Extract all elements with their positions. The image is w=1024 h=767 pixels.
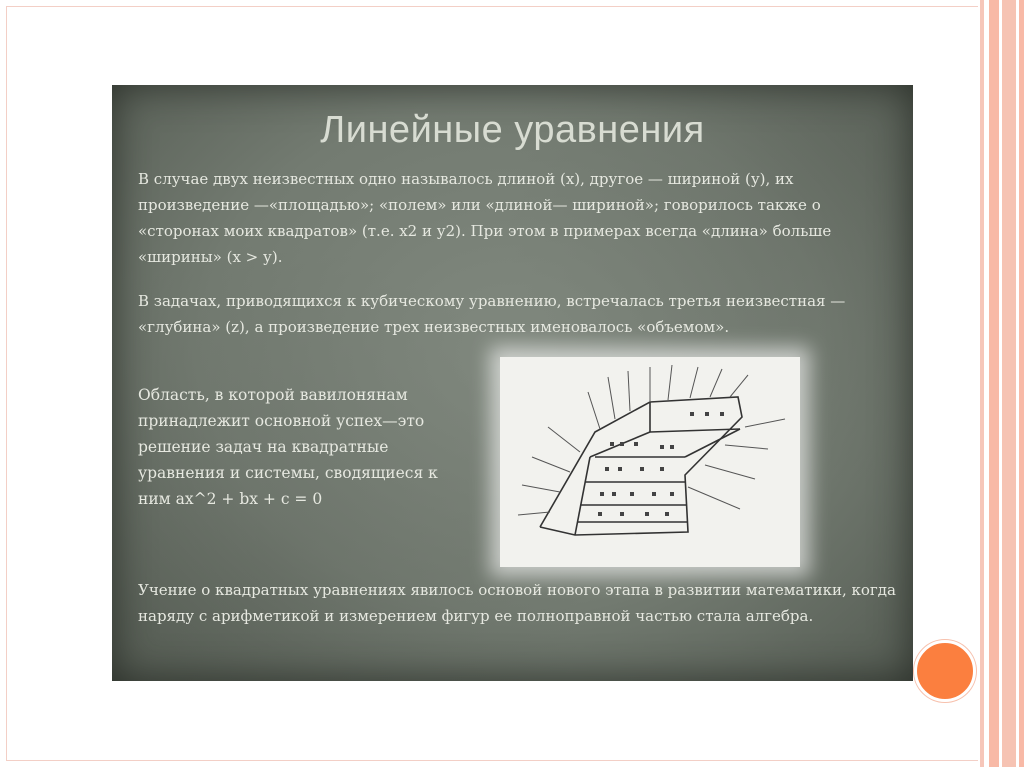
paragraph-two-unknowns: В случае двух неизвестных одно называлось длиной (х), другое — шириной (у), их произведение —«площадью»; «полем» или «длиной— шириной»; говорилось также о «сторонах моих квадратов» (т.е. х2 и у2). При этом в примерах всегда «длина» больше «ширины» (х > у). [138, 170, 832, 266]
frame-top-line [6, 6, 978, 7]
decor-stripe [989, 0, 999, 767]
paragraph-algebra: Учение о квадратных уравнениях явилось основой нового этапа в развитии математики, когда наряду с арифметикой и измерением фигур ее полноправной частью стала алгебра. [138, 581, 896, 625]
tablet-icon [500, 357, 800, 567]
decor-stripe [1019, 0, 1024, 767]
paragraph-cubic: В задачах, приводящихся к кубическому уравнению, встречалась третья неизвестная — «глубина» (z), а произведение трех неизвестных именовалось «объемом». [138, 292, 846, 336]
slide-title: Линейные уравнения [320, 109, 705, 151]
frame-bottom-line [6, 760, 978, 761]
frame-left-line [6, 6, 7, 761]
decor-stripe [1002, 0, 1016, 767]
chalkboard [112, 85, 913, 681]
decor-orange-circle [914, 640, 976, 702]
babylonian-tablet-image [500, 357, 800, 567]
paragraph-quadratic: Область, в которой вавилонянам принадлежит основной успех—это решение задач на квадратные уравнения и системы, сводящиеся к ним ax^2 + bx + c = 0 [138, 386, 438, 508]
